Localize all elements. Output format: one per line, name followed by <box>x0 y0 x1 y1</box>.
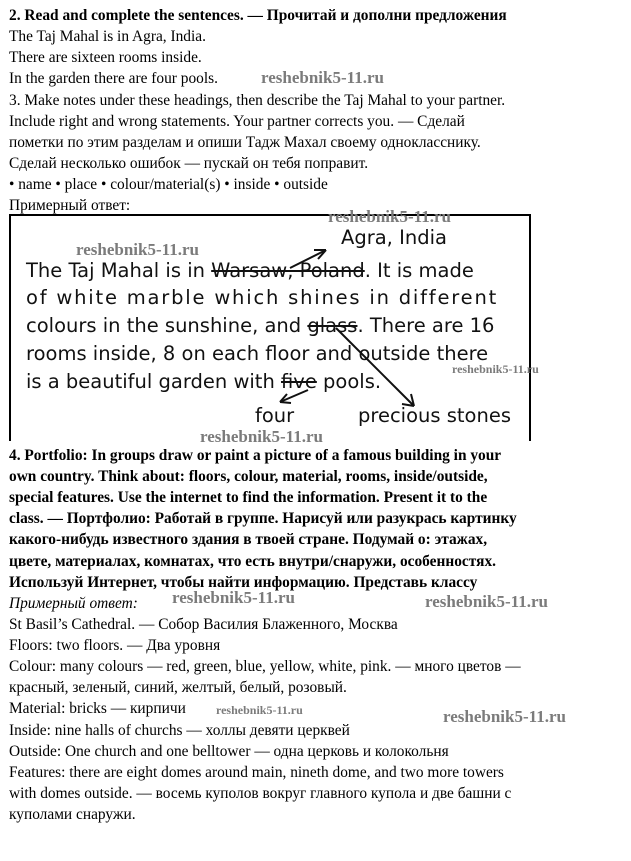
watermark: reshebnik5-11.ru <box>328 207 451 226</box>
watermark: reshebnik5-11.ru <box>443 707 566 726</box>
answer-line: Outside: One church and one belltower — одна церковь и колокольня <box>9 743 449 760</box>
hw-line-2: of white marble which shines in different <box>26 286 499 309</box>
task3-heading: 3. Make notes under these headings, then describe the Taj Mahal to your partner. <box>9 92 506 109</box>
answer-line: Colour: many colours — red, green, blue, yellow, white, pink. — много цветов — <box>9 658 521 675</box>
answer-line: Material: bricks — кирпичи <box>9 700 186 717</box>
watermark: reshebnik5-11.ru <box>172 588 295 607</box>
hw-agra: Agra, India <box>341 226 447 249</box>
hw-strike: five <box>281 370 317 393</box>
watermark: reshebnik5-11.ru <box>200 427 323 446</box>
sentence-1: The Taj Mahal is in Agra, India. <box>9 28 206 45</box>
hw-line-1: The Taj Mahal is in Warsaw, Poland. It is made <box>26 259 474 282</box>
watermark: reshebnik5-11.ru <box>76 240 199 259</box>
task4-line: Используй Интернет, чтобы найти информацию. Представь классу <box>9 574 478 591</box>
answer-line: Inside: nine halls of churchs — холлы девяти церквей <box>9 722 350 739</box>
sample-answer-label: Примерный ответ: <box>9 197 131 214</box>
sample-answer-label: Примерный ответ: <box>9 595 138 612</box>
sentence-2: There are sixteen rooms inside. <box>9 49 202 66</box>
task4-line: class. — Портфолио: Работай в группе. Нарисуй или разукрась картинку <box>9 510 517 527</box>
hw-line-5: is a beautiful garden with five pools. <box>26 370 382 393</box>
hw-strike: glass <box>307 314 358 337</box>
task3-line: Include right and wrong statements. Your partner corrects you. — Сделай <box>9 113 465 130</box>
hw-line-4: rooms inside, 8 on each floor and outside there <box>26 342 489 365</box>
task4-heading: 4. Portfolio: In groups draw or paint a picture of a famous building in your <box>9 447 502 464</box>
hw-stones: precious stones <box>358 404 512 427</box>
answer-line: куполами снаружи. <box>9 806 136 823</box>
answer-line: St Basil’s Cathedral. — Собор Василия Блаженного, Москва <box>9 616 398 633</box>
answer-line: Floors: two floors. — Два уровня <box>9 637 221 654</box>
task2-heading: 2. Read and complete the sentences. — Прочитай и дополни предложения <box>9 7 507 24</box>
sentence-3: In the garden there are four pools. <box>9 70 218 87</box>
watermark: reshebnik5-11.ru <box>216 703 303 717</box>
headings-list: • name • place • colour/material(s) • inside • outside <box>9 176 328 193</box>
hw-line-3: colours in the sunshine, and glass. There are 16 <box>26 314 495 337</box>
answer-line: Features: there are eight domes around main, nineth dome, and two more towers <box>9 764 504 781</box>
task3-line: Сделай несколько ошибок — пускай он тебя поправит. <box>9 155 369 172</box>
watermark: reshebnik5-11.ru <box>425 592 548 611</box>
task4-line: special features. Use the internet to find the information. Present it to the <box>9 489 488 506</box>
hw-strike: Warsaw, Poland <box>211 259 365 282</box>
answer-line: красный, зеленый, синий, желтый, белый, розовый. <box>9 679 347 696</box>
task4-line: какого-нибудь известного здания в твоей стране. Подумай о: этажах, <box>9 531 488 548</box>
task3-line: пометки по этим разделам и опиши Тадж Махал своему однокласснику. <box>9 134 481 151</box>
task4-line: own country. Think about: floors, colour, material, rooms, inside/outside, <box>9 468 488 485</box>
hw-four: four <box>255 404 295 427</box>
answer-line: with domes outside. — восемь куполов вокруг главного купола и две башни с <box>9 785 512 802</box>
watermark: reshebnik5-11.ru <box>261 68 384 87</box>
watermark: reshebnik5-11.ru <box>452 362 539 376</box>
task4-line: цвете, материалах, комнатах, что есть внутри/снаружи, особенностях. <box>9 553 496 570</box>
